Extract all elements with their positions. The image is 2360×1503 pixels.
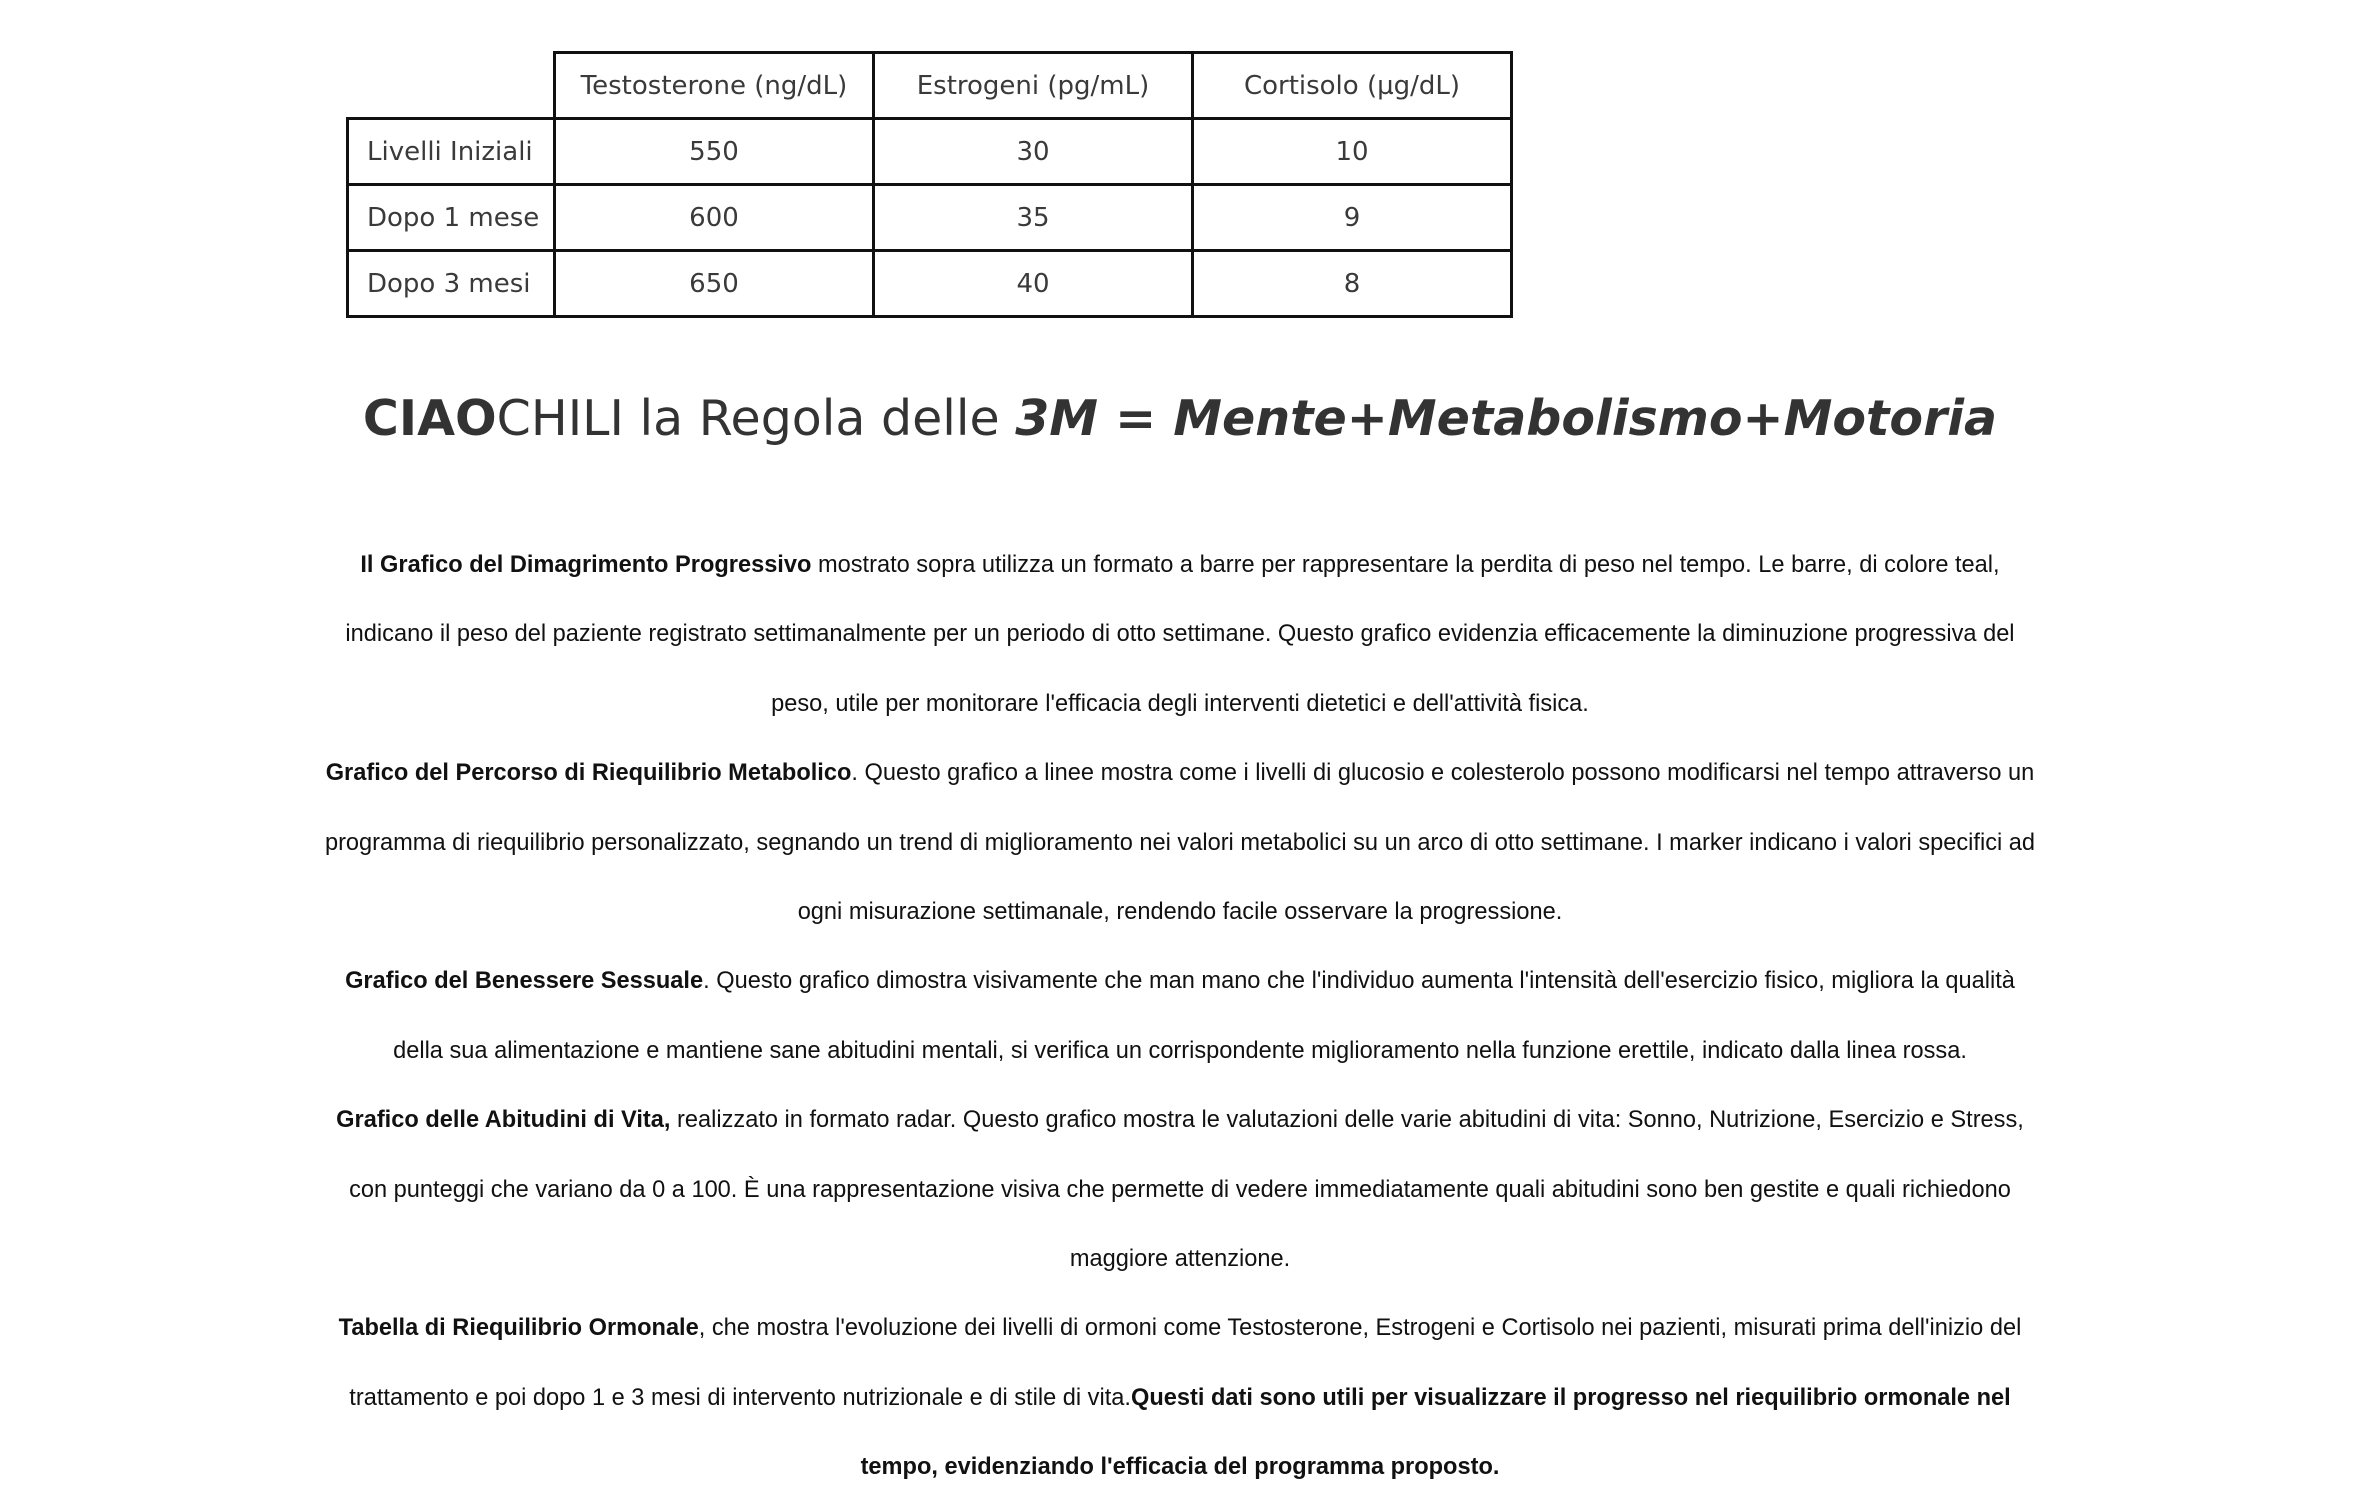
paragraph-weight-loss-chart — [320, 531, 2040, 739]
paragraph-heading: Il Grafico del Dimagrimento Progressivo — [360, 552, 812, 578]
hormone-table — [346, 51, 1513, 318]
column-header-estrogeni: Estrogeni (pg/mL) — [874, 53, 1193, 119]
row-label: Dopo 3 mesi — [348, 251, 555, 317]
title-formula: 3M = Mente+Metabolismo+Motoria — [1015, 390, 1998, 447]
table-cell: 30 — [874, 119, 1193, 185]
paragraph-body: , che mostra l'evoluzione dei livelli di ormoni come Testosterone, Estrogeni e Cortisolo nei pazienti, misurati prima dell'inizio del trattamento e poi dopo 1 e 3 mesi di intervento nutrizionale e di stile di vita. — [349, 1315, 2022, 1411]
table-cell: 650 — [555, 251, 874, 317]
paragraph-conclusion: Questi dati sono utili per visualizzare il progresso nel riequilibrio ormonale nel tempo, evidenziando l'efficacia del programma proposto. — [860, 1384, 2011, 1481]
table-cell: 8 — [1193, 251, 1512, 317]
page-title — [0, 390, 2360, 447]
table-cell: 600 — [555, 185, 874, 251]
table-cell: 10 — [1193, 119, 1512, 185]
column-header-cortisolo: Cortisolo (µg/dL) — [1193, 53, 1512, 119]
table-header-row — [348, 53, 1512, 119]
table-cell: 40 — [874, 251, 1193, 317]
paragraph-metabolic-chart — [320, 739, 2040, 947]
description-text — [320, 531, 2040, 1503]
paragraph-heading: Grafico del Percorso di Riequilibrio Metabolico — [325, 760, 852, 787]
paragraph-sexual-wellbeing-chart — [320, 947, 2040, 1086]
row-label: Livelli Iniziali — [348, 119, 555, 185]
table-corner-cell — [348, 53, 555, 119]
table-cell: 550 — [555, 119, 874, 185]
paragraph-body: realizzato in formato radar. Questo grafico mostra le valutazioni delle varie abitudini di vita: Sonno, Nutrizione, Esercizio e Stress, con punteggi che variano da 0 a 100. È una rappresentazione visiva che permette di vedere immediatamente quali abitudini sono ben gestite e quali richiedono maggiore attenzione. — [349, 1107, 2024, 1273]
table-row — [348, 185, 1512, 251]
hormone-table-container — [346, 51, 1513, 318]
paragraph-lifestyle-chart — [320, 1086, 2040, 1294]
paragraph-body: . Questo grafico a linee mostra come i livelli di glucosio e colesterolo possono modificarsi nel tempo attraverso un programma di riequilibrio personalizzato, segnando un trend di miglioramento nei valori metabolici su un arco di otto settimane. I marker indicano i valori specifici ad ogni misurazione settimanale, rendendo facile osservare la progressione. — [324, 760, 2036, 926]
paragraph-hormone-table — [320, 1294, 2040, 1502]
paragraph-body: . Questo grafico dimostra visivamente che man mano che l'individuo aumenta l'intensità dell'esercizio fisico, migliora la qualità della sua alimentazione e mantiene sane abitudini mentali, si verifica un corrispondente miglioramento nella funzione erettile, indicato dalla linea rossa. — [393, 968, 2015, 1064]
title-brand-bold: CIAO — [362, 390, 497, 447]
paragraph-heading: Tabella di Riequilibrio Ormonale — [338, 1315, 699, 1342]
table-row — [348, 119, 1512, 185]
paragraph-heading: Grafico del Benessere Sessuale — [345, 968, 704, 995]
title-text: CHILI la Regola delle — [496, 390, 1016, 447]
paragraph-body: mostrato sopra utilizza un formato a barre per rappresentare la perdita di peso nel tempo. Le barre, di colore teal, indicano il peso del paziente registrato settimanalmente per un periodo di otto settimane. Questo grafico evidenzia efficacemente la diminuzione progressiva del peso, utile per monitorare l'efficacia degli interventi dietetici e dell'attività fisica. — [345, 552, 2015, 717]
row-label: Dopo 1 mese — [348, 185, 555, 251]
table-cell: 35 — [874, 185, 1193, 251]
paragraph-heading: Grafico delle Abitudini di Vita, — [336, 1107, 671, 1134]
table-cell: 9 — [1193, 185, 1512, 251]
column-header-testosterone: Testosterone (ng/dL) — [555, 53, 874, 119]
table-row — [348, 251, 1512, 317]
